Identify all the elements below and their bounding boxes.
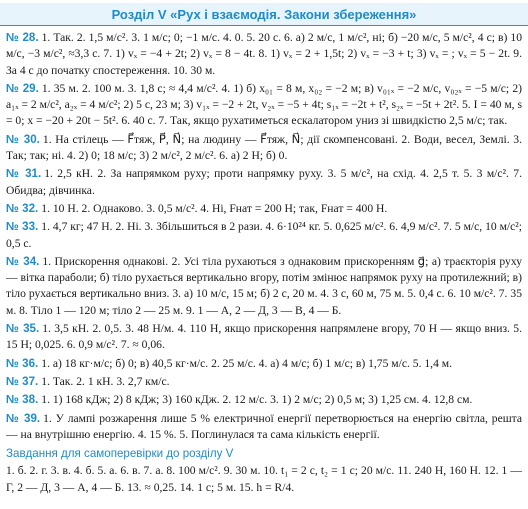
entry-text: 1. 2,5 кН. 2. За напрямком руху; проти напрямку руху. 3. 5 м/с², на схід. 4. 2,5 т. 5. 3 м/с². 7. Обидва; дівчинка. — [6, 167, 522, 197]
answer-entry-34 — [6, 254, 522, 319]
entry-number: № 29. — [6, 81, 39, 95]
answer-entry-35 — [6, 321, 522, 354]
answer-entry-29 — [6, 81, 522, 130]
entry-text: 1. У лампі розжарення лише 5 % електричної енергії перетворюється на енергію світла, решта — на внутрішню енергію. 4. 15 %. 5. Поглинулася та сама кількість енергії. — [6, 411, 522, 441]
answer-entry-39 — [6, 411, 522, 444]
entry-text: 1. 3,5 кН. 2. 0,5. 3. 48 Н/м. 4. 110 Н, якщо прискорення напрямлене вгору, 70 Н — якщо вниз. 5. 15 Н; 0,025. 6. 0,9 м/с². 7. ≈ 0,06. — [6, 322, 522, 352]
entry-number: № 30. — [6, 132, 40, 146]
answer-entry-30 — [6, 132, 522, 165]
entry-number: № 39. — [6, 411, 41, 425]
entry-text: 1. Прискорення однакові. 2. Усі тіла рухаються з однаковим прискоренням g⃗; а) траєкторія руху — вітка параболи; б) тіло рухається вертикально вгору, потім змінює напрямок руху на протилежний; в) тіло рухається вертикально вниз. 3. а) 10 м/с, 15 м; б) 2 с, 20 м. 4. 3 с, 60 м, 75 м. 5. 0,4 с. 6. 10 м/с². 7. 35 м. 8. Тіло 1 — 120 м; тіло 2 — 25 м. 9. 1 — А, 2 — Д, 3 — В, 4 — Б. — [6, 254, 522, 317]
entry-text: 1. На стілець — F⃗тяж, P⃗, N⃗; на людину — F⃗тяж, N⃗; дії скомпенсовані. 2. Води, весел, Землі. 3. Так; так; ні. 4. 2) 0; 18 м/с; 3) 2 м/с², 2 м/с². 6. а) 2 Н; б) 0. — [6, 132, 523, 163]
entry-text: 1. 35 м. 2. 100 м. 3. 1,8 с; ≈ 4,4 м/с². 4. 1) б) x₀₁ = 8 м, x₀₂ = −2 м; в) v₀₁ₓ = −2 м/с, v₀₂ₓ = −5 м/с; 2) a₁ₓ = 2 м/с², a₂ₓ = 4 м/с²; 2) 5 с, 23 м; 3) v₁ₓ = −2 + 2t, v₂ₓ = −5 + 4t; s₁ₓ = −2t + t², s₂ₓ = −5t + 2t². 5. I = 40 м, s = 0; x = −20 + 20t − 5t². 6. 40 с. 7. Так, якщо рухатиметься ескалатором униз зі швидкістю 2,5 м/с; так. — [6, 81, 522, 128]
answer-entry-33 — [6, 219, 522, 252]
answer-entry-36 — [6, 356, 522, 372]
entry-text: 1. 1) 168 кДж; 2) 8 кДж; 3) 160 кДж. 2. 12 м/с. 3. 1) 2 м/с; 2) 0,5 м; 3) 1,25 см. 4. 12,8 см. — [41, 393, 473, 407]
entry-number: № 35. — [6, 322, 40, 336]
entry-text: 1. а) 18 кг·м/с; б) 0; в) 40,5 кг·м/с. 2. 25 м/с. 4. а) 4 м/с; б) 1 м/с; в) 1,75 м/с. 5. 1,4 м. — [41, 356, 452, 370]
answer-entry-37 — [6, 374, 522, 390]
entry-number: № 33. — [6, 220, 39, 234]
entry-number: № 28. — [6, 31, 39, 44]
answer-entry-28 — [6, 30, 522, 79]
selftest-title: Завдання для самоперевірки до розділу V — [6, 447, 234, 461]
entry-text: 1. Так. 2. 1 кН. 3. 2,7 км/с. — [41, 374, 170, 388]
answer-entry-38 — [6, 392, 522, 408]
answers-content — [6, 30, 522, 496]
section-header — [0, 3, 528, 26]
entry-number: № 38. — [6, 393, 39, 407]
entry-text: 1. Так. 2. 1,5 м/с². 3. 1 м/с; 0; −1 м/с. 4. 0. 5. 20 с. 6. а) 2 м/с, 1 м/с², ні; б) −20 м/с, 5 м/с², 4 с; в) 10 м/с, −3 м/с², ≈3,3 с. 7. 1) vₓ = −4 + 2t; 2) vₓ = 8 − 4t. 8. 1) vₓ = 2 + 1,5t; 2) vₓ = −3 + t; 3) vₓ = ; vₓ = 5 − 2t. 9. За 4 с до початку спостереження. 10. 30 м. — [6, 31, 523, 77]
entry-number: № 37. — [6, 374, 39, 388]
answer-entry-32 — [6, 201, 522, 217]
entry-number: № 34. — [6, 254, 40, 268]
answer-entry-31 — [6, 166, 522, 199]
entry-number: № 32. — [6, 201, 39, 215]
entry-number: № 36. — [6, 356, 39, 370]
section-title: Розділ V «Рух і взаємодія. Закони збереження» — [111, 6, 417, 22]
entry-text: 1. 4,7 кг; 47 Н. 2. Ні. 3. Збільшиться в 2 рази. 4. 6·10²⁴ кг. 5. 0,625 м/с². 6. 4,9 м/с². 7. 5 м/с, 10 м/с²; 0,5 с. — [6, 220, 522, 250]
entry-number: № 31. — [6, 167, 42, 181]
entry-text: 1. 10 Н. 2. Однаково. 3. 0,5 м/с². 4. Ні, Fнат = 200 Н; так, Fнат = 400 Н. — [41, 201, 388, 215]
selftest-answers: 1. б. 2. г. 3. в. 4. б. 5. а. 6. в. 7. а. 8. 100 м/с². 9. 30 м. 10. t₁ = 2 с, t₂ = 1 с; 20 м/с. 11. 240 Н, 160 Н. 12. 1 — Г, 2 — Д, 3 — А, 4 — Б. 13. ≈ 0,25. 14. 1 с; 5 м. 15. h = R/4. — [6, 464, 522, 494]
